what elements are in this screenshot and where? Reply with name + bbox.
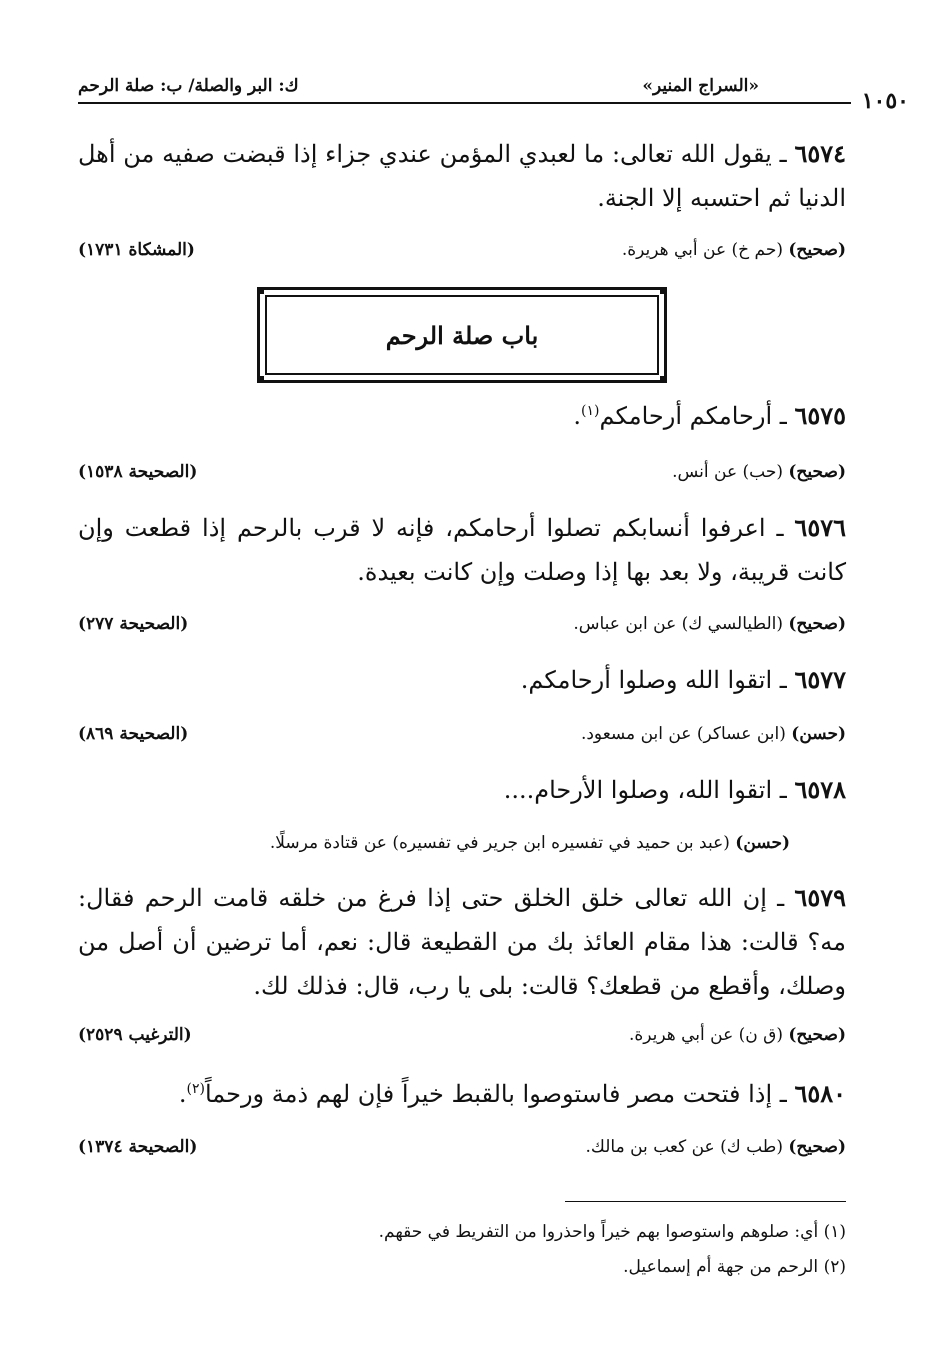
footnote-mark[interactable]: (١) xyxy=(581,403,600,419)
hadith-grade: (حسن) xyxy=(735,833,790,853)
footnote-rule xyxy=(565,1201,846,1202)
hadith-6575: ٦٥٧٥ ـ أرحامكم أرحامكم$^{(١)}$. xyxy=(573,401,846,430)
hadith-number: ٦٥٧٧ xyxy=(794,665,846,694)
hadith-source: (طب ك) عن كعب بن مالك. xyxy=(585,1137,783,1157)
hadith-text: اعرفوا أنسابكم تصلوا أرحامكم، فإنه لا قرب بالرحم إذا قطعت وإن كانت قريبة، ولا بعد بها إذا وصلت وإن كانت بعيدة. xyxy=(78,514,846,586)
hadith-text: إذا فتحت مصر فاستوصوا بالقبط خيراً فإن لهم ذمة ورحماً xyxy=(204,1080,773,1108)
footnote-1 xyxy=(78,1215,846,1250)
hadith-number: ٦٥٧٦ xyxy=(794,513,846,542)
footnote-text: أي: صلوهم واستوصوا بهم خيراً واحذروا من التفريط في حقهم. xyxy=(378,1222,819,1242)
hadith-grade: (صحيح) xyxy=(788,462,846,482)
hadith-reference: (الترغيب ٢٥٢٩) xyxy=(78,1025,192,1045)
hadith-reference: (الصحيحة ٨٦٩) xyxy=(78,724,189,744)
hadith-number: ٦٥٨٠ xyxy=(794,1079,846,1108)
chapter-title-box xyxy=(257,287,667,383)
hadith-text: إن الله تعالى خلق الخلق حتى إذا فرغ من خلقه قامت الرحم فقال: مه؟ قالت: هذا مقام العائذ بك من القطيعة قال: نعم، أما ترضين أن أصل من وصلك، وأقطع من قطعك؟ قالت: بلى يا رب، قال: فذلك لك. xyxy=(78,884,846,1000)
hadith-6580: ٦٥٨٠ ـ إذا فتحت مصر فاستوصوا بالقبط خيراً فإن لهم ذمة ورحماً$^{(٢)}$. xyxy=(178,1079,846,1108)
hadith-source: (الطيالسي ك) عن ابن عباس. xyxy=(573,614,783,634)
hadith-6577: ٦٥٧٧ ـ اتقوا الله وصلوا أرحامكم. xyxy=(520,665,846,694)
hadith-text: أرحامكم أرحامكم xyxy=(599,402,773,430)
hadith-source: (ق ن) عن أبي هريرة. xyxy=(628,1025,783,1045)
hadith-grade: (صحيح) xyxy=(788,1025,846,1045)
hadith-number: ٦٥٧٩ xyxy=(794,883,846,912)
hadith-source-6576 xyxy=(78,614,846,644)
hadith-source-6574 xyxy=(78,240,846,270)
hadith-6579: ٦٥٧٩ ـ إن الله تعالى خلق الخلق حتى إذا فرغ من خلقه قامت الرحم فقال: مه؟ قالت: هذا مقام العائذ بك من القطيعة قال: نعم، أما ترضين أن أصل من وصلك، وأقطع من قطعك؟ قالت: بلى يا رب، قال: فذلك لك. xyxy=(78,883,846,1000)
hadith-source: (حم خ) عن أبي هريرة. xyxy=(621,240,783,260)
footnote-mark: (٢) xyxy=(823,1257,846,1277)
chapter-title: باب صلة الرحم xyxy=(385,321,539,350)
hadith-text: اتقوا الله، وصلوا الأرحام.... xyxy=(503,776,773,804)
hadith-reference: (الصحيحة ٢٧٧) xyxy=(78,614,189,634)
header-rule xyxy=(78,102,851,104)
hadith-reference: (الصحيحة ١٥٣٨) xyxy=(78,462,198,482)
footnote-mark[interactable]: (٢) xyxy=(186,1081,205,1097)
hadith-6574: ٦٥٧٤ ـ يقول الله تعالى: ما لعبدي المؤمن عندي جزاء إذا قبضت صفيه من أهل الدنيا ثم احتسبه إلا الجنة. xyxy=(78,139,846,212)
footnote-mark: (١) xyxy=(823,1222,846,1242)
hadith-grade: (صحيح) xyxy=(788,1137,846,1157)
hadith-6578: ٦٥٧٨ ـ اتقوا الله، وصلوا الأرحام.... xyxy=(503,775,846,804)
page-number: ١٠٥٠ xyxy=(861,88,909,114)
hadith-grade: (صحيح) xyxy=(788,614,846,634)
hadith-text: اتقوا الله وصلوا أرحامكم. xyxy=(520,666,773,694)
hadith-number: ٦٥٧٨ xyxy=(794,775,846,804)
hadith-source-6580 xyxy=(78,1137,846,1167)
running-header xyxy=(78,70,909,114)
hadith-source-6579 xyxy=(78,1025,846,1055)
section-path: ك: البر والصلة/ ب: صلة الرحم xyxy=(78,76,299,96)
book-title: «السراج المنير» xyxy=(642,76,759,96)
hadith-source-6575 xyxy=(78,462,846,492)
footnote-text: الرحم من جهة أم إسماعيل. xyxy=(623,1257,819,1277)
hadith-source: (ابن عساكر) عن ابن مسعود. xyxy=(580,724,786,744)
hadith-source: (عبد بن حميد في تفسيره ابن جرير في تفسيره) عن قتادة مرسلًا. xyxy=(269,833,730,853)
footnotes xyxy=(78,1215,846,1285)
hadith-grade: (صحيح) xyxy=(788,240,846,260)
hadith-6576: ٦٥٧٦ ـ اعرفوا أنسابكم تصلوا أرحامكم، فإنه لا قرب بالرحم إذا قطعت وإن كانت قريبة، ولا بعد بها إذا وصلت وإن كانت بعيدة. xyxy=(78,513,846,586)
hadith-number: ٦٥٧٤ xyxy=(794,139,846,168)
hadith-grade: (حسن) xyxy=(791,724,846,744)
hadith-source: (حب) عن أنس. xyxy=(672,462,783,482)
hadith-source-6577 xyxy=(78,724,846,754)
hadith-reference: (الصحيحة ١٣٧٤) xyxy=(78,1137,198,1157)
hadith-reference: (المشكاة ١٧٣١) xyxy=(78,240,195,260)
hadith-text: يقول الله تعالى: ما لعبدي المؤمن عندي جزاء إذا قبضت صفيه من أهل الدنيا ثم احتسبه إلا الجنة. xyxy=(78,140,846,212)
hadith-number: ٦٥٧٥ xyxy=(794,401,846,430)
hadith-source-6578 xyxy=(78,833,846,863)
footnote-2 xyxy=(78,1250,846,1285)
